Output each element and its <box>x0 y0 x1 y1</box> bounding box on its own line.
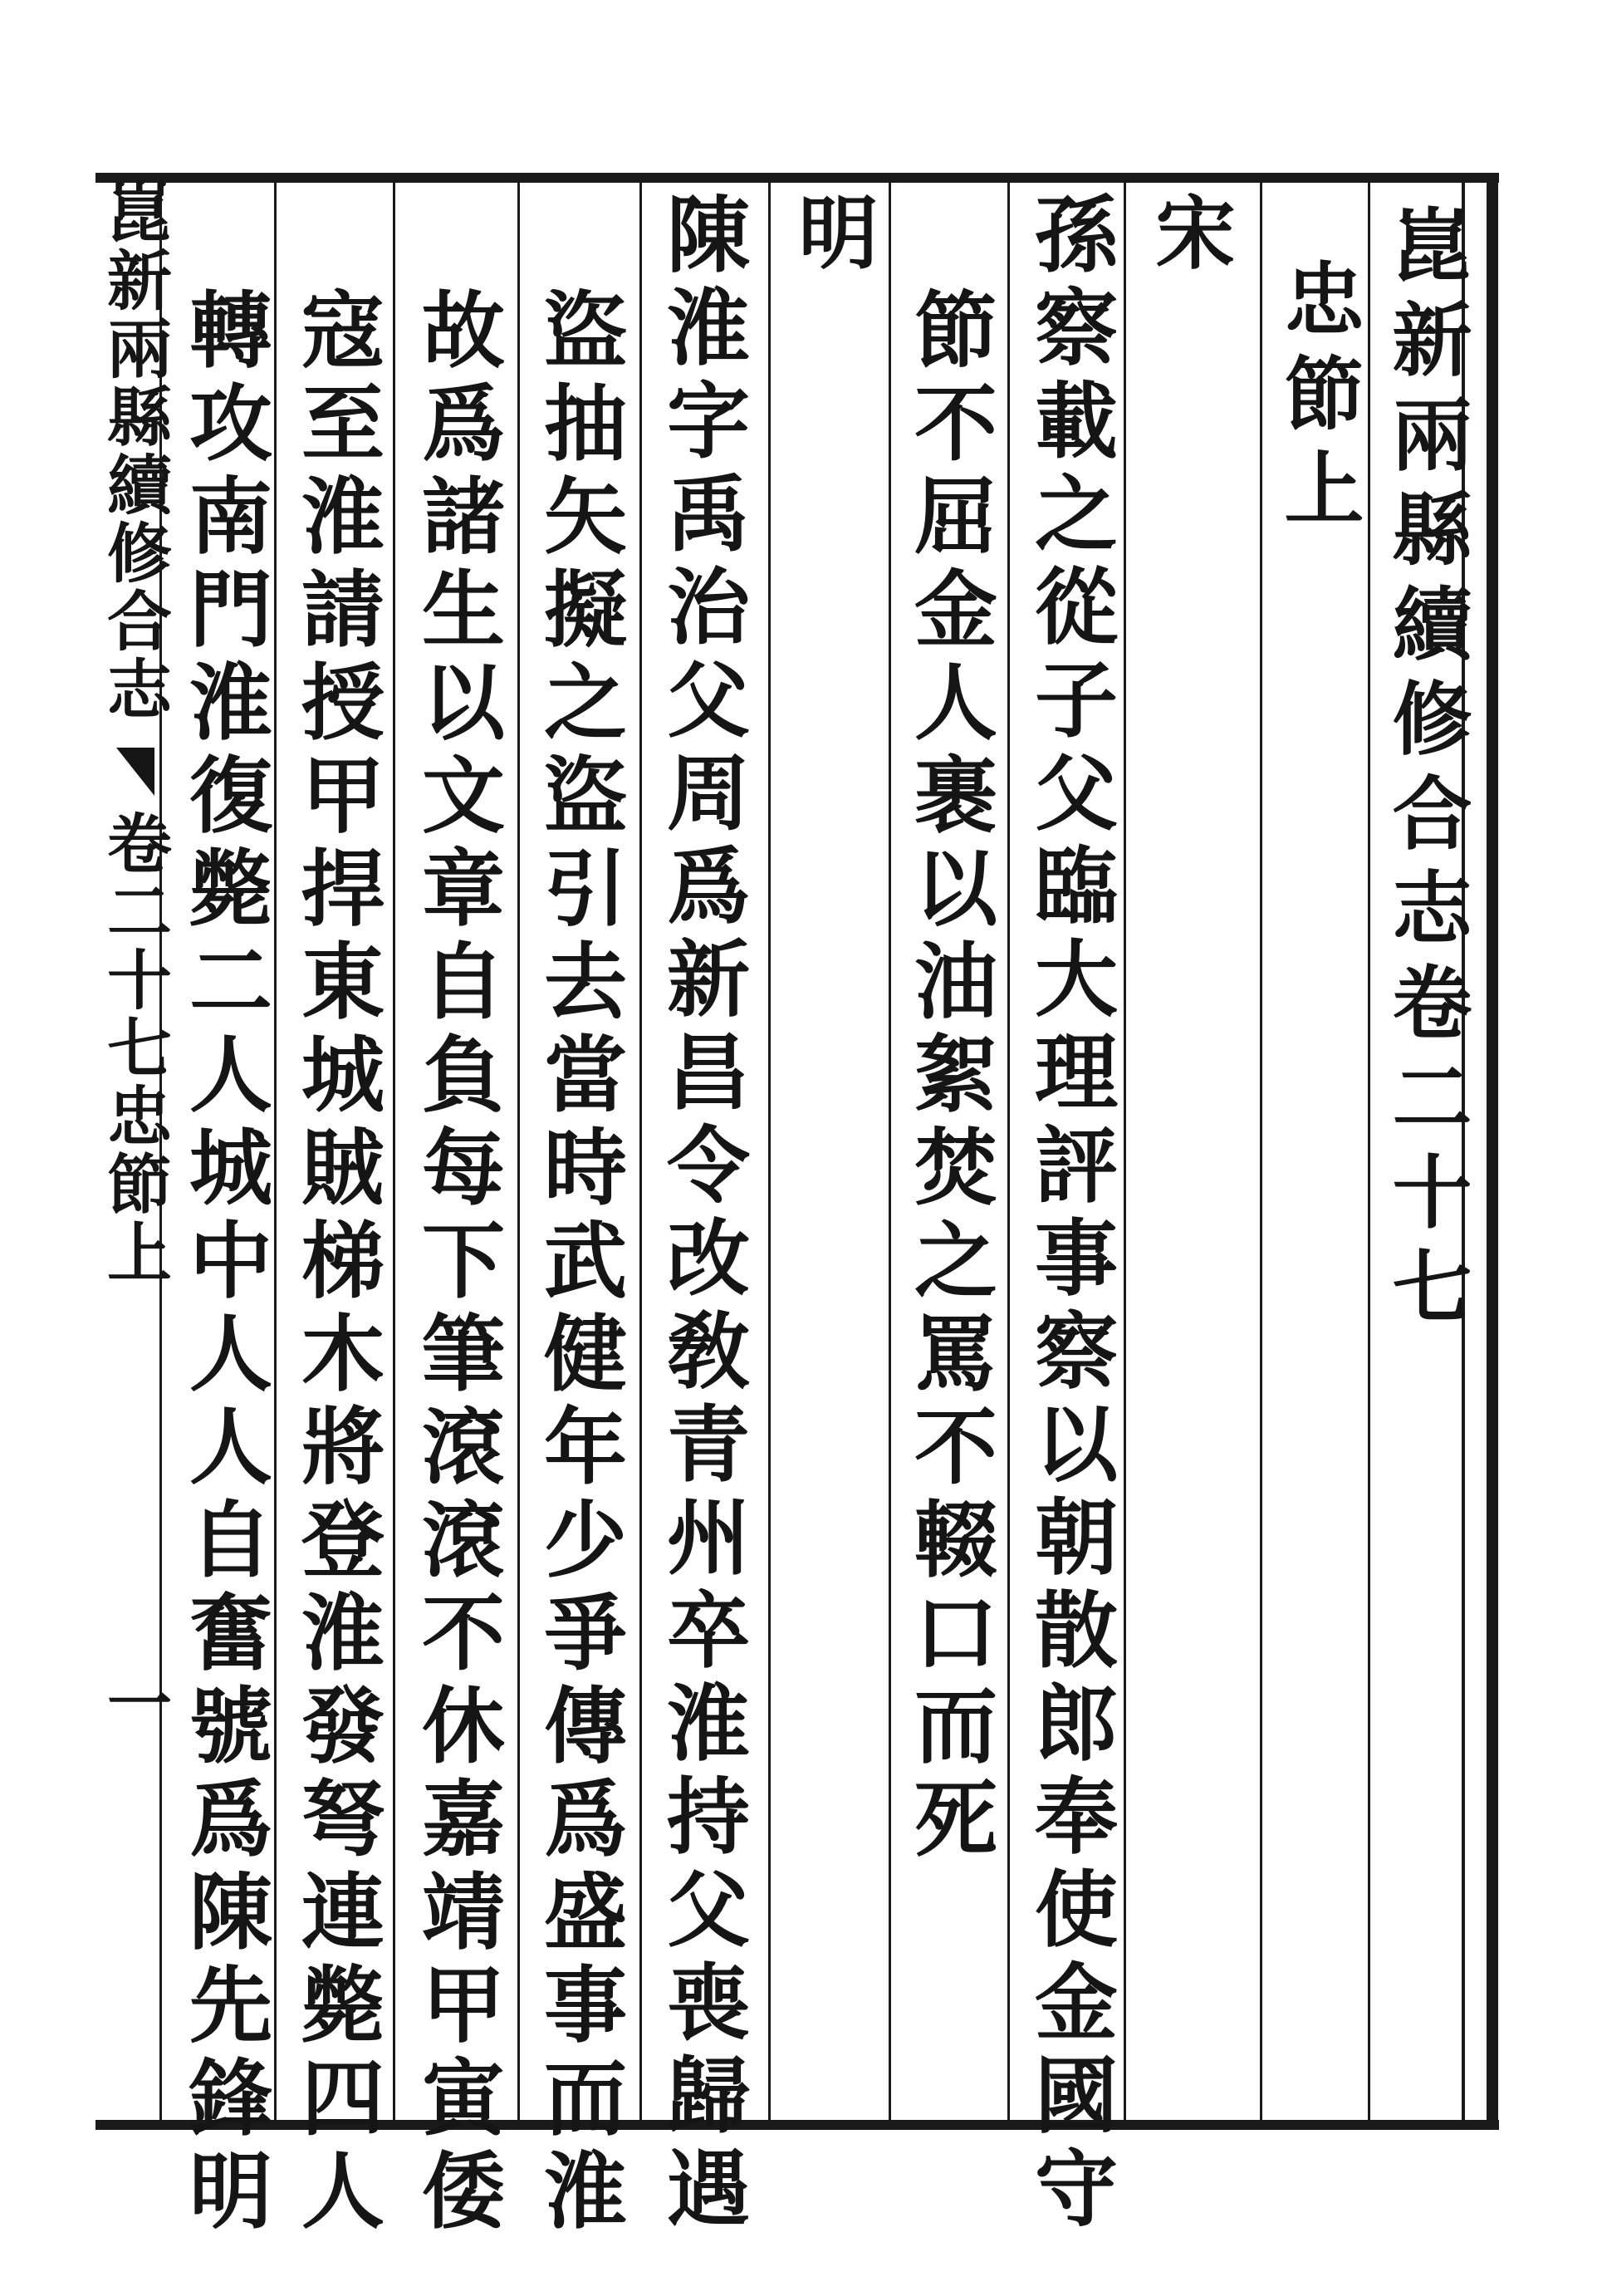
column-divider <box>517 183 520 2120</box>
text-column-5: 故爲諸生以文章自負每下筆滾滾不休嘉靖甲寅倭 <box>408 287 506 2240</box>
fishtail-marker <box>116 748 154 796</box>
column-divider <box>1368 183 1370 2120</box>
column-divider <box>1124 183 1126 2120</box>
margin-book-title: 崑新兩縣續修合志 <box>96 179 172 724</box>
volume-title: 崑新兩縣續修合志卷二十七 <box>1379 204 1473 1340</box>
column-divider <box>1007 183 1010 2120</box>
column-divider <box>393 183 395 2120</box>
column-divider <box>274 183 277 2120</box>
text-column-4: 盜抽矢擬之盜引去當時武健年少爭傳爲盛事而淮 <box>530 287 628 2240</box>
margin-chapter-label: 卷二十七忠節上 <box>96 810 172 1287</box>
dynasty-label-song: 宋 <box>1143 191 1237 286</box>
column-divider <box>889 183 891 2120</box>
column-divider <box>768 183 771 2120</box>
column-divider <box>639 183 642 2120</box>
right-border-outer <box>1487 173 1498 2130</box>
text-column-3: 陳淮字禹治父周爲新昌令改敎青州卒淮持父喪歸遇 <box>653 191 751 2238</box>
text-column-6: 寇至淮請授甲捍東城賊梯木將登淮發弩連斃四人 <box>287 287 385 2240</box>
text-column-7: 轉攻南門淮復斃二人城中人人自奮號爲陳先鋒明 <box>175 287 273 2240</box>
section-heading: 忠節上 <box>1271 258 1365 542</box>
top-border-rule <box>96 173 1499 183</box>
dynasty-label-ming: 明 <box>786 191 879 286</box>
column-divider <box>1260 183 1262 2120</box>
page-number: 一 <box>96 1670 172 1734</box>
text-column-2: 節不屈金人裹以油絮焚之罵不輟口而死 <box>900 287 998 1868</box>
text-column-1: 孫察載之從子父臨大理評事察以朝散郎奉使金國守 <box>1021 191 1119 2238</box>
